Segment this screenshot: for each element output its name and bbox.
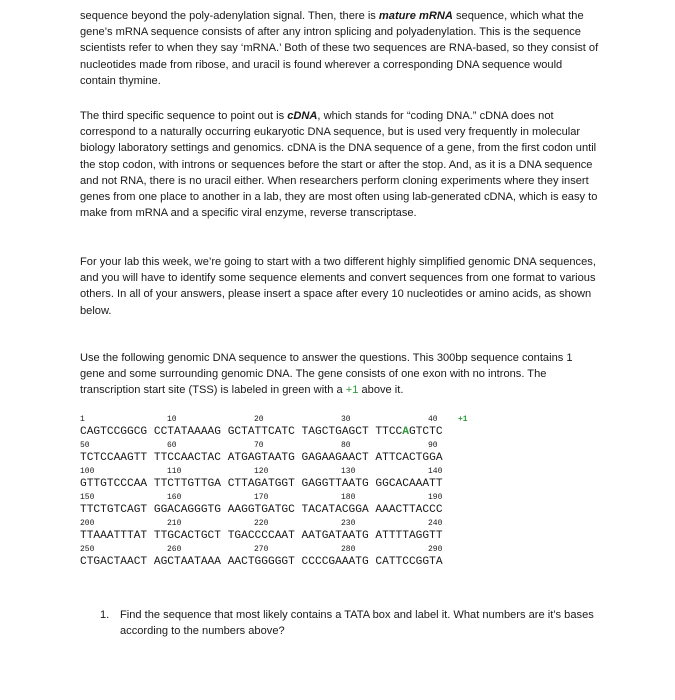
- sequence-row: CAGTCCGGCG CCTATAAAAG GCTATTCATC TAGCTGAGCT TTCCAGTCTC: [80, 426, 443, 438]
- position-number: 110: [167, 467, 182, 476]
- position-number: 1: [80, 415, 85, 424]
- position-number: 290: [428, 545, 443, 554]
- position-number: 100: [80, 467, 95, 476]
- position-number: 270: [254, 545, 269, 554]
- position-number: 200: [80, 519, 95, 528]
- position-number: 120: [254, 467, 269, 476]
- position-number: 160: [167, 493, 182, 502]
- paragraph-sequence-intro: Use the following genomic DNA sequence to answer the questions. This 300bp sequence contains 1 gene and some surrounding genomic DNA. The gene consists of one exon with no introns. The transcription start site (TSS) is labeled in green with a +1 above it.: [80, 352, 573, 397]
- position-number: 70: [254, 441, 264, 450]
- position-number: 230: [341, 519, 356, 528]
- position-number: 250: [80, 545, 95, 554]
- tss-base: A: [402, 426, 409, 438]
- position-number: 30: [341, 415, 351, 424]
- position-number: 150: [80, 493, 95, 502]
- position-numbers: [80, 440, 520, 451]
- position-number: 210: [167, 519, 182, 528]
- paragraph-mature-mrna: sequence beyond the poly-adenylation signal. Then, there is mature mRNA sequence, which what the gene’s mRNA sequence consists of after any intron splicing and polyadenylation. This is the sequence scientists refer to when they say ‘mRNA.’ Both of these two sequences are RNA-based, so they consist of nucleotides made from ribose, and uracil is found wherever a corresponding DNA sequence would contain thymine.: [80, 10, 599, 87]
- position-number: 140: [428, 467, 443, 476]
- position-number: 130: [341, 467, 356, 476]
- position-number: 20: [254, 415, 264, 424]
- paragraph-lab-instructions: For your lab this week, we’re going to start with a two different highly simplified genomic DNA sequences, and you will have to identify some sequence elements and convert sequences from one format to various others. In all of your answers, please insert a space after every 10 nucleotides or amino acids, as shown below.: [80, 256, 596, 317]
- position-numbers: [80, 518, 520, 529]
- question-number: 1.: [100, 609, 110, 621]
- position-number: 40: [428, 415, 438, 424]
- tss-label: +1: [458, 415, 468, 424]
- position-numbers: [80, 414, 520, 425]
- sequence-row: TTCTGTCAGT GGACAGGGTG AAGGTGATGC TACATACGGA AAACTTACCC: [80, 504, 443, 516]
- position-number: 280: [341, 545, 356, 554]
- position-number: 220: [254, 519, 269, 528]
- term-mature-mrna: mature mRNA: [378, 10, 453, 22]
- position-number: 260: [167, 545, 182, 554]
- position-number: 80: [341, 441, 351, 450]
- position-numbers: [80, 466, 520, 477]
- sequence-row: TTAAATTTAT TTGCACTGCT TGACCCCAAT AATGATAATG ATTTTAGGTT: [80, 530, 443, 542]
- position-number: 190: [428, 493, 443, 502]
- position-number: 240: [428, 519, 443, 528]
- term-cdna: cDNA: [287, 110, 318, 122]
- tss-mark-inline: +1: [345, 384, 359, 397]
- paragraph-cdna: The third specific sequence to point out is cDNA, which stands for “coding DNA.” cDNA does not correspond to a naturally occurring eukaryotic DNA sequence, but is used very frequently in molecular biology laboratory settings and genomics. cDNA is the DNA sequence of a gene, from the first codon until the stop codon, with introns or sequences before the start or after the stop. And, as it is a DNA sequence and not RNA, there is no uracil either. When researchers perform cloning experiments where they insert genes from one place to another in a lab, they are most often using lab-generated cDNA, which is easy to make from mRNA and a specific viral enzyme, reverse transcriptase.: [80, 110, 598, 220]
- genomic-dna-sequence: [80, 414, 520, 570]
- question-1: [100, 607, 600, 639]
- position-numbers: [80, 544, 520, 555]
- question-text: Find the sequence that most likely contains a TATA box and label it. What numbers are it’s bases according to the numbers above?: [120, 609, 594, 638]
- position-numbers: [80, 492, 520, 503]
- sequence-row: CTGACTAACT AGCTAATAAA AACTGGGGGT CCCCGAAATG CATTCCGGTA: [80, 556, 443, 568]
- position-number: 170: [254, 493, 269, 502]
- position-number: 180: [341, 493, 356, 502]
- position-number: 60: [167, 441, 177, 450]
- sequence-row: TCTCCAAGTT TTCCAACTAC ATGAGTAATG GAGAAGAACT ATTCACTGGA: [80, 452, 443, 464]
- position-number: 10: [167, 415, 177, 424]
- position-number: 50: [80, 441, 90, 450]
- sequence-row: GTTGTCCCAA TTCTTGTTGA CTTAGATGGT GAGGTTAATG GGCACAAATT: [80, 478, 443, 490]
- position-number: 90: [428, 441, 438, 450]
